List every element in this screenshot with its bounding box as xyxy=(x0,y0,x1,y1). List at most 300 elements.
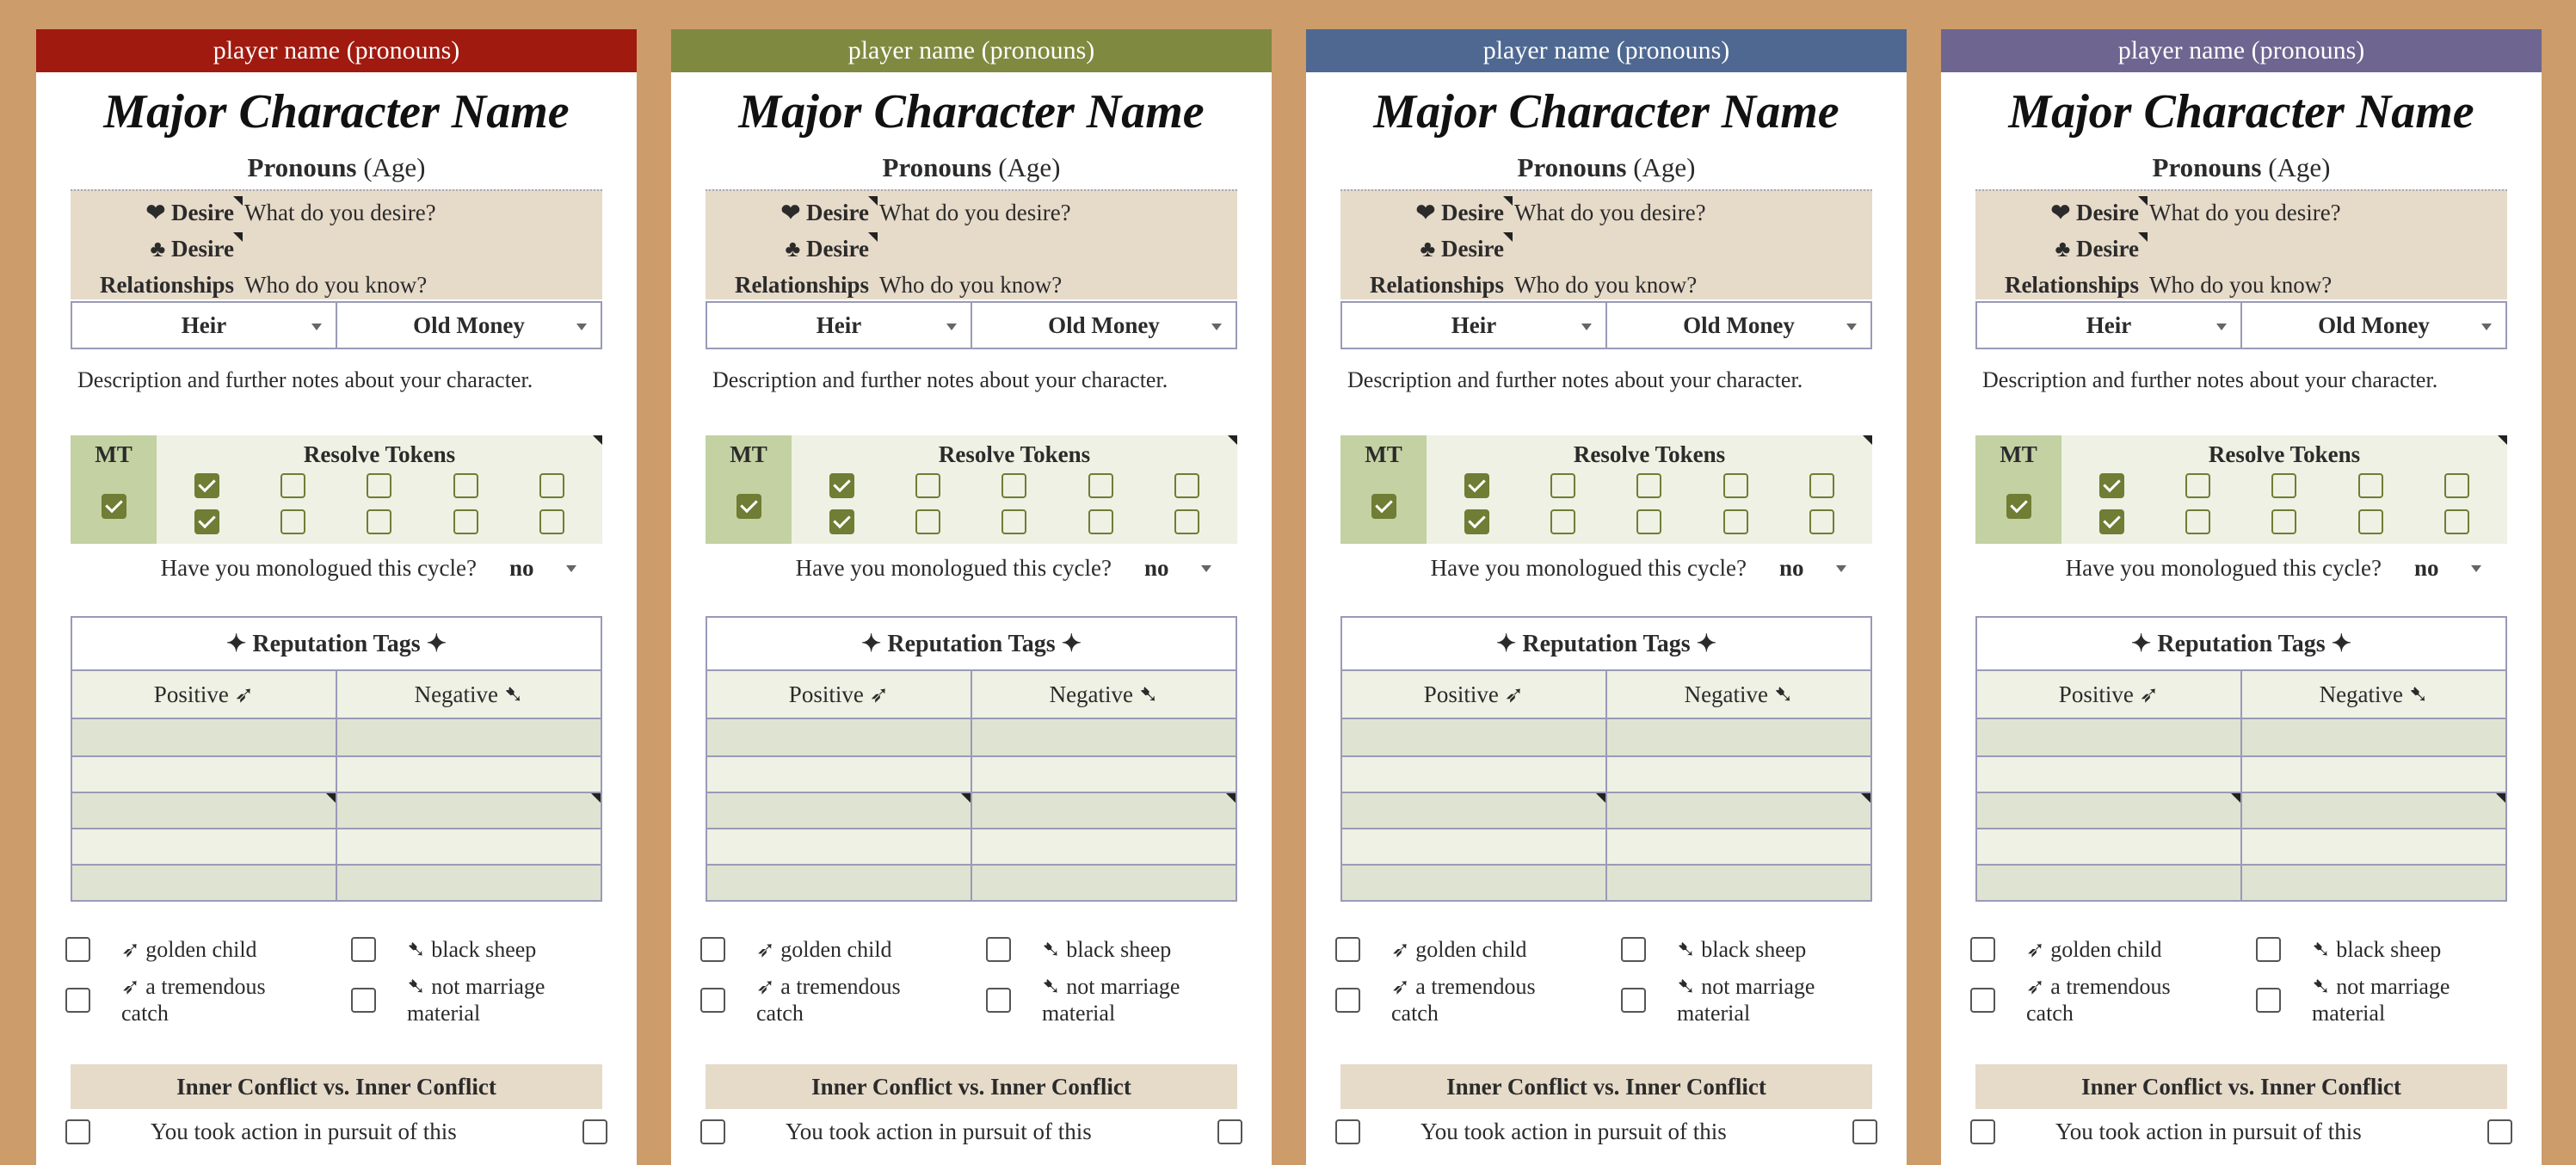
monologue-answer: no xyxy=(2414,554,2439,581)
table-row xyxy=(1977,864,2505,900)
resolve-token-checkbox[interactable] xyxy=(2358,473,2383,498)
pronouns-text: Pronouns xyxy=(1517,152,1627,182)
resolve-token-checkbox[interactable] xyxy=(1550,473,1575,498)
archetype-dropdowns xyxy=(1340,301,1872,349)
tag-tremendous-catch xyxy=(700,973,986,1026)
resolve-token-checkbox[interactable] xyxy=(453,473,478,498)
tag-label: ➶ golden child xyxy=(121,937,257,962)
resolve-token-checkbox[interactable] xyxy=(2444,509,2469,534)
monologue-question: Have you monologued this cycle? xyxy=(2065,554,2382,581)
negative-tag-cell[interactable] xyxy=(1605,866,1870,900)
resolve-token-checkbox[interactable] xyxy=(1174,509,1199,534)
tag-checklist xyxy=(1941,936,2542,1026)
tag-checkbox[interactable] xyxy=(65,988,90,1013)
positive-column-header: Positive ➶ xyxy=(2058,681,2160,707)
desire-label-heart: ❤ Desire xyxy=(706,194,878,231)
tokens-panel xyxy=(706,435,1237,544)
monologue-row xyxy=(706,544,1237,592)
action-checkbox-left[interactable] xyxy=(1335,1119,1360,1144)
tag-label: ➶ a tremendous catch xyxy=(121,974,266,1026)
resolve-tokens-grid xyxy=(792,473,1237,537)
role-dropdown[interactable] xyxy=(72,303,336,348)
player-name-bar[interactable]: player name (pronouns) xyxy=(1941,29,2542,72)
tag-label: ➷ black sheep xyxy=(407,937,537,962)
positive-tag-cell[interactable] xyxy=(1342,866,1605,900)
tag-label: ➷ not marriage material xyxy=(1042,974,1180,1026)
reputation-tags-header: ✦ Reputation Tags ✦ xyxy=(707,618,1236,671)
negative-tag-cell[interactable] xyxy=(971,719,1236,755)
negative-tag-cell[interactable] xyxy=(971,757,1236,792)
resolve-token-checkbox[interactable] xyxy=(2444,473,2469,498)
action-row xyxy=(671,1109,1272,1154)
character-name[interactable]: Major Character Name xyxy=(738,85,1205,139)
reputation-columns xyxy=(72,671,601,719)
resolve-token-checkbox[interactable] xyxy=(539,473,564,498)
pronouns-age[interactable] xyxy=(36,146,637,189)
age-text: (Age) xyxy=(2268,152,2331,182)
negative-tag-cell[interactable] xyxy=(971,866,1236,900)
negative-tag-cell[interactable] xyxy=(2240,793,2505,828)
role-dropdown-value: Heir xyxy=(181,312,227,338)
positive-tag-cell[interactable] xyxy=(72,719,336,755)
role-dropdown[interactable] xyxy=(1977,303,2240,348)
tag-checkbox[interactable] xyxy=(986,937,1011,962)
tag-checkbox[interactable] xyxy=(1970,988,1995,1013)
negative-tag-cell[interactable] xyxy=(336,793,601,828)
positive-tag-cell[interactable] xyxy=(707,793,971,828)
tag-checkbox[interactable] xyxy=(2256,937,2281,962)
monologue-row xyxy=(71,544,602,592)
table-row xyxy=(1342,755,1870,792)
table-row xyxy=(72,864,601,900)
role-dropdown-value: Heir xyxy=(1451,312,1497,338)
tag-label: ➷ black sheep xyxy=(2312,937,2442,962)
table-row xyxy=(1977,719,2505,755)
desire-value-club[interactable] xyxy=(878,231,1237,267)
resolve-token-checkbox[interactable] xyxy=(1723,509,1748,534)
negative-tag-cell[interactable] xyxy=(2240,829,2505,864)
tokens-panel xyxy=(71,435,602,544)
resolve-token-checkbox[interactable] xyxy=(1001,509,1026,534)
class-dropdown[interactable] xyxy=(1605,303,1870,348)
tokens-panel xyxy=(1340,435,1872,544)
resolve-token-checkbox[interactable] xyxy=(194,509,219,534)
resolve-token-checkbox[interactable] xyxy=(915,509,940,534)
resolve-token-checkbox[interactable] xyxy=(915,473,940,498)
desire-row-heart[interactable] xyxy=(1975,194,2507,231)
mt-label: MT xyxy=(1365,441,1402,467)
tag-checkbox[interactable] xyxy=(1335,937,1360,962)
desire-value-club[interactable] xyxy=(243,231,602,267)
negative-tag-cell[interactable] xyxy=(336,757,601,792)
mt-checkbox[interactable] xyxy=(1371,494,1396,519)
resolve-token-checkbox[interactable] xyxy=(2185,473,2210,498)
resolve-token-checkbox[interactable] xyxy=(194,473,219,498)
resolve-tokens-grid xyxy=(2061,473,2507,537)
negative-tag-cell[interactable] xyxy=(1605,757,1870,792)
resolve-token-checkbox[interactable] xyxy=(829,473,854,498)
resolve-tokens-label: Resolve Tokens xyxy=(938,441,1091,467)
chevron-down-icon[interactable] xyxy=(566,565,576,572)
positive-tag-cell[interactable] xyxy=(1977,757,2240,792)
inner-conflict-header: Inner Conflict vs. Inner Conflict xyxy=(1340,1064,1872,1109)
resolve-token-checkbox[interactable] xyxy=(539,509,564,534)
tag-checkbox[interactable] xyxy=(700,937,725,962)
negative-tag-cell[interactable] xyxy=(2240,719,2505,755)
resolve-token-checkbox[interactable] xyxy=(367,509,391,534)
chevron-down-icon[interactable] xyxy=(1201,565,1211,572)
player-name-bar[interactable]: player name (pronouns) xyxy=(671,29,1272,72)
chevron-down-icon[interactable] xyxy=(946,324,957,330)
resolve-tokens-column xyxy=(2061,435,2507,544)
tag-checkbox[interactable] xyxy=(2256,988,2281,1013)
tag-checkbox[interactable] xyxy=(700,988,725,1013)
chevron-down-icon[interactable] xyxy=(2471,565,2481,572)
desire-value-heart[interactable]: What do you desire? xyxy=(2149,200,2341,225)
relationships-value[interactable]: Who do you know? xyxy=(879,272,1063,298)
action-row xyxy=(36,1109,637,1154)
action-checkbox-right[interactable] xyxy=(1852,1119,1877,1144)
tag-golden-child xyxy=(65,936,351,963)
character-description[interactable]: Description and further notes about your character. xyxy=(712,367,1168,392)
monologue-answer: no xyxy=(1144,554,1169,581)
negative-tag-cell[interactable] xyxy=(971,829,1236,864)
tag-not-marriage-material xyxy=(2256,973,2542,1026)
desire-value-club[interactable] xyxy=(2148,231,2507,267)
desire-value-heart[interactable]: What do you desire? xyxy=(879,200,1071,225)
pronouns-age[interactable] xyxy=(1941,146,2542,189)
mt-label: MT xyxy=(2000,441,2037,467)
negative-tag-cell[interactable] xyxy=(1605,829,1870,864)
negative-column-header: Negative ➷ xyxy=(336,671,601,718)
desire-row-club[interactable] xyxy=(71,231,602,267)
mt-checkbox[interactable] xyxy=(102,494,126,519)
table-row xyxy=(707,719,1236,755)
relationships-row[interactable] xyxy=(706,267,1237,303)
positive-tag-cell[interactable] xyxy=(1342,719,1605,755)
positive-tag-cell[interactable] xyxy=(72,793,336,828)
resolve-tokens-label: Resolve Tokens xyxy=(1573,441,1726,467)
monologue-question: Have you monologued this cycle? xyxy=(795,554,1112,581)
pronouns-text: Pronouns xyxy=(882,152,992,182)
tag-tremendous-catch xyxy=(1335,973,1621,1026)
relationships-value[interactable]: Who do you know? xyxy=(2149,272,2333,298)
monologue-question: Have you monologued this cycle? xyxy=(160,554,477,581)
resolve-tokens-label: Resolve Tokens xyxy=(303,441,456,467)
desire-value-club[interactable] xyxy=(1513,231,1872,267)
negative-tag-cell[interactable] xyxy=(336,866,601,900)
desires-block xyxy=(1340,189,1872,299)
desire-label-club: ♣ Desire xyxy=(71,231,243,267)
pronouns-text: Pronouns xyxy=(2152,152,2262,182)
tag-label: ➶ a tremendous catch xyxy=(756,974,901,1026)
chevron-down-icon[interactable] xyxy=(311,324,322,330)
relationships-row[interactable] xyxy=(71,267,602,303)
tag-label: ➶ golden child xyxy=(756,937,892,962)
resolve-token-checkbox[interactable] xyxy=(1636,509,1661,534)
mt-checkbox[interactable] xyxy=(736,494,761,519)
table-row xyxy=(72,719,601,755)
character-name[interactable]: Major Character Name xyxy=(1373,85,1840,139)
reputation-columns xyxy=(707,671,1236,719)
desire-label-heart: ❤ Desire xyxy=(1975,194,2148,231)
positive-tag-cell[interactable] xyxy=(1342,829,1605,864)
resolve-token-checkbox[interactable] xyxy=(1464,509,1489,534)
chevron-down-icon[interactable] xyxy=(2481,324,2492,330)
reputation-tags-header: ✦ Reputation Tags ✦ xyxy=(72,618,601,671)
role-dropdown-value: Heir xyxy=(2086,312,2132,338)
tag-black-sheep xyxy=(351,936,637,963)
positive-column-header: Positive ➶ xyxy=(153,681,255,707)
character-description[interactable]: Description and further notes about your character. xyxy=(1982,367,2438,392)
character-name[interactable]: Major Character Name xyxy=(2008,85,2474,139)
tag-checklist xyxy=(671,936,1272,1026)
role-dropdown-value: Heir xyxy=(816,312,862,338)
action-checkbox-right[interactable] xyxy=(582,1119,607,1144)
action-checkbox-right[interactable] xyxy=(2487,1119,2512,1144)
monologue-answer: no xyxy=(1779,554,1804,581)
monologue-question: Have you monologued this cycle? xyxy=(1430,554,1747,581)
desires-block xyxy=(706,189,1237,299)
resolve-token-checkbox[interactable] xyxy=(2099,509,2124,534)
positive-tag-cell[interactable] xyxy=(707,866,971,900)
tag-checkbox[interactable] xyxy=(351,988,376,1013)
monologue-dropdown[interactable] xyxy=(1769,555,1872,582)
player-name-bar[interactable]: player name (pronouns) xyxy=(36,29,637,72)
positive-tag-cell[interactable] xyxy=(1977,793,2240,828)
monologue-dropdown[interactable] xyxy=(1134,555,1237,582)
character-card xyxy=(1941,29,2542,1165)
desires-block xyxy=(1975,189,2507,299)
resolve-tokens-grid xyxy=(1427,473,1872,537)
tag-checklist xyxy=(36,936,637,1026)
relationships-label: Relationships xyxy=(1369,272,1504,298)
tag-golden-child xyxy=(1970,936,2256,963)
age-text: (Age) xyxy=(363,152,426,182)
resolve-token-checkbox[interactable] xyxy=(453,509,478,534)
tag-checklist xyxy=(1306,936,1907,1026)
action-text: You took action in pursuit of this xyxy=(2055,1118,2362,1144)
tag-label: ➶ golden child xyxy=(1391,937,1527,962)
tag-golden-child xyxy=(1335,936,1621,963)
table-row xyxy=(72,828,601,864)
class-dropdown[interactable] xyxy=(971,303,1236,348)
resolve-token-checkbox[interactable] xyxy=(1550,509,1575,534)
resolve-token-checkbox[interactable] xyxy=(829,509,854,534)
negative-tag-cell[interactable] xyxy=(2240,866,2505,900)
resolve-token-checkbox[interactable] xyxy=(280,509,305,534)
negative-tag-cell[interactable] xyxy=(1605,719,1870,755)
player-name-bar[interactable]: player name (pronouns) xyxy=(1306,29,1907,72)
tag-checkbox[interactable] xyxy=(351,937,376,962)
desire-row-club[interactable] xyxy=(1975,231,2507,267)
archetype-dropdowns xyxy=(1975,301,2507,349)
resolve-token-checkbox[interactable] xyxy=(367,473,391,498)
age-text: (Age) xyxy=(1633,152,1696,182)
tag-not-marriage-material xyxy=(1621,973,1907,1026)
mt-column xyxy=(71,435,157,544)
resolve-token-checkbox[interactable] xyxy=(1723,473,1748,498)
class-dropdown[interactable] xyxy=(2240,303,2505,348)
pronouns-text: Pronouns xyxy=(247,152,357,182)
positive-tag-cell[interactable] xyxy=(707,757,971,792)
tag-black-sheep xyxy=(1621,936,1907,963)
tag-checkbox[interactable] xyxy=(1970,937,1995,962)
negative-tag-cell[interactable] xyxy=(336,719,601,755)
resolve-tokens-column xyxy=(792,435,1237,544)
tag-checkbox[interactable] xyxy=(65,937,90,962)
resolve-tokens-column xyxy=(157,435,602,544)
table-row xyxy=(707,864,1236,900)
desire-row-club[interactable] xyxy=(706,231,1237,267)
negative-tag-cell[interactable] xyxy=(336,829,601,864)
tag-label: ➶ a tremendous catch xyxy=(2026,974,2171,1026)
positive-tag-cell[interactable] xyxy=(72,829,336,864)
resolve-token-checkbox[interactable] xyxy=(1809,473,1834,498)
chevron-down-icon[interactable] xyxy=(1211,324,1222,330)
negative-tag-cell[interactable] xyxy=(1605,793,1870,828)
tag-not-marriage-material xyxy=(351,973,637,1026)
class-dropdown[interactable] xyxy=(336,303,601,348)
resolve-token-checkbox[interactable] xyxy=(2358,509,2383,534)
positive-tag-cell[interactable] xyxy=(707,719,971,755)
mt-checkbox[interactable] xyxy=(2006,494,2031,519)
class-dropdown-value: Old Money xyxy=(2318,312,2430,338)
resolve-token-checkbox[interactable] xyxy=(2271,509,2296,534)
table-row xyxy=(72,755,601,792)
resolve-tokens-label: Resolve Tokens xyxy=(2208,441,2361,467)
resolve-token-checkbox[interactable] xyxy=(1464,473,1489,498)
action-text: You took action in pursuit of this xyxy=(151,1118,457,1144)
action-checkbox-left[interactable] xyxy=(700,1119,725,1144)
resolve-token-checkbox[interactable] xyxy=(1636,473,1661,498)
negative-column-header: Negative ➷ xyxy=(1605,671,1870,718)
archetype-dropdowns xyxy=(71,301,602,349)
positive-tag-cell[interactable] xyxy=(707,829,971,864)
positive-tag-cell[interactable] xyxy=(72,757,336,792)
table-row xyxy=(1977,755,2505,792)
desire-row-heart[interactable] xyxy=(706,194,1237,231)
resolve-token-checkbox[interactable] xyxy=(280,473,305,498)
tag-label: ➷ not marriage material xyxy=(1677,974,1815,1026)
class-dropdown-value: Old Money xyxy=(1683,312,1795,338)
action-text: You took action in pursuit of this xyxy=(786,1118,1092,1144)
reputation-tags-table xyxy=(706,616,1237,902)
chevron-down-icon[interactable] xyxy=(1581,324,1592,330)
character-description[interactable]: Description and further notes about your character. xyxy=(1347,367,1803,392)
action-row xyxy=(1941,1109,2542,1154)
action-text: You took action in pursuit of this xyxy=(1420,1118,1727,1144)
positive-tag-cell[interactable] xyxy=(1977,719,2240,755)
resolve-token-checkbox[interactable] xyxy=(2099,473,2124,498)
action-checkbox-left[interactable] xyxy=(65,1119,90,1144)
resolve-token-checkbox[interactable] xyxy=(1809,509,1834,534)
tag-black-sheep xyxy=(2256,936,2542,963)
tag-tremendous-catch xyxy=(65,973,351,1026)
role-dropdown[interactable] xyxy=(707,303,971,348)
desire-row-heart[interactable] xyxy=(1340,194,1872,231)
tag-checkbox[interactable] xyxy=(986,988,1011,1013)
negative-tag-cell[interactable] xyxy=(2240,757,2505,792)
resolve-token-checkbox[interactable] xyxy=(1174,473,1199,498)
positive-tag-cell[interactable] xyxy=(1342,793,1605,828)
reputation-columns xyxy=(1977,671,2505,719)
table-row xyxy=(707,792,1236,828)
desire-row-heart[interactable] xyxy=(71,194,602,231)
monologue-dropdown[interactable] xyxy=(499,555,602,582)
tag-checkbox[interactable] xyxy=(1621,937,1646,962)
action-checkbox-right[interactable] xyxy=(1217,1119,1242,1144)
desire-value-heart[interactable]: What do you desire? xyxy=(1514,200,1706,225)
monologue-row xyxy=(1975,544,2507,592)
reputation-tags-table xyxy=(71,616,602,902)
tag-checkbox[interactable] xyxy=(1335,988,1360,1013)
desire-row-club[interactable] xyxy=(1340,231,1872,267)
table-row xyxy=(72,792,601,828)
reputation-tags-header: ✦ Reputation Tags ✦ xyxy=(1977,618,2505,671)
relationships-row[interactable] xyxy=(1340,267,1872,303)
tag-not-marriage-material xyxy=(986,973,1272,1026)
tag-label: ➷ not marriage material xyxy=(2312,974,2450,1026)
resolve-token-checkbox[interactable] xyxy=(1088,473,1113,498)
resolve-token-checkbox[interactable] xyxy=(1088,509,1113,534)
negative-tag-cell[interactable] xyxy=(971,793,1236,828)
tag-checkbox[interactable] xyxy=(1621,988,1646,1013)
positive-tag-cell[interactable] xyxy=(1977,829,2240,864)
pronouns-age[interactable] xyxy=(1306,146,1907,189)
desire-label-club: ♣ Desire xyxy=(1340,231,1513,267)
tag-label: ➷ black sheep xyxy=(1042,937,1172,962)
relationships-value[interactable]: Who do you know? xyxy=(244,272,428,298)
character-card xyxy=(671,29,1272,1165)
action-checkbox-left[interactable] xyxy=(1970,1119,1995,1144)
desire-label-heart: ❤ Desire xyxy=(1340,194,1513,231)
tag-label: ➶ golden child xyxy=(2026,937,2162,962)
table-row xyxy=(1342,864,1870,900)
inner-conflict-header: Inner Conflict vs. Inner Conflict xyxy=(1975,1064,2507,1109)
relationships-label: Relationships xyxy=(2004,272,2139,298)
character-card xyxy=(1306,29,1907,1165)
positive-tag-cell[interactable] xyxy=(1977,866,2240,900)
positive-tag-cell[interactable] xyxy=(72,866,336,900)
resolve-token-checkbox[interactable] xyxy=(2271,473,2296,498)
chevron-down-icon[interactable] xyxy=(576,324,587,330)
pronouns-age[interactable] xyxy=(671,146,1272,189)
relationships-label: Relationships xyxy=(99,272,234,298)
chevron-down-icon[interactable] xyxy=(1846,324,1857,330)
table-row xyxy=(1977,792,2505,828)
tag-golden-child xyxy=(700,936,986,963)
tag-label: ➶ a tremendous catch xyxy=(1391,974,1536,1026)
tokens-panel xyxy=(1975,435,2507,544)
desire-value-heart[interactable]: What do you desire? xyxy=(244,200,436,225)
resolve-token-checkbox[interactable] xyxy=(2185,509,2210,534)
mt-column xyxy=(706,435,792,544)
tag-label: ➷ black sheep xyxy=(1677,937,1807,962)
character-description[interactable]: Description and further notes about your character. xyxy=(77,367,533,392)
character-name[interactable]: Major Character Name xyxy=(103,85,570,139)
relationships-row[interactable] xyxy=(1975,267,2507,303)
relationships-value[interactable]: Who do you know? xyxy=(1514,272,1698,298)
role-dropdown[interactable] xyxy=(1342,303,1605,348)
positive-tag-cell[interactable] xyxy=(1342,757,1605,792)
age-text: (Age) xyxy=(998,152,1061,182)
monologue-dropdown[interactable] xyxy=(2404,555,2507,582)
chevron-down-icon[interactable] xyxy=(1836,565,1846,572)
chevron-down-icon[interactable] xyxy=(2216,324,2227,330)
resolve-token-checkbox[interactable] xyxy=(1001,473,1026,498)
table-row xyxy=(1977,828,2505,864)
